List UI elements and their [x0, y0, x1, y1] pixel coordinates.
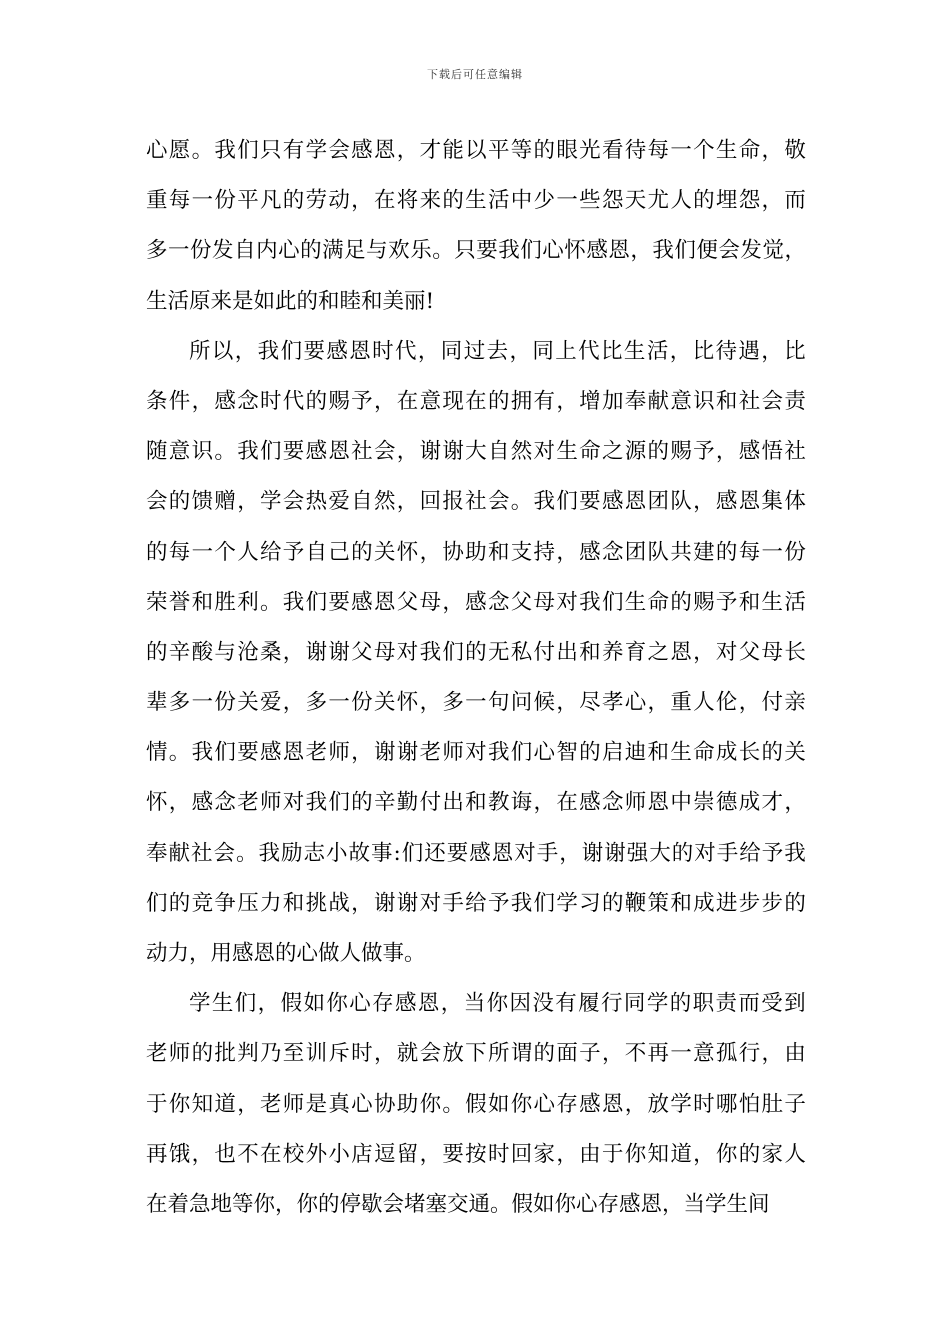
text-line: 心 愿 。 我 们 只 有 学 会 感 恩 ， 才 能 以 平 等 的 眼 光 看 待 每 一 个 生 命 ， 敬 — [146, 138, 806, 163]
text-line: 老 师 的 批 判 乃 至 训 斥 时 ， 就 会 放 下 所 谓 的 面 子 ， 不 再 一 意 孤 行 ， 由 — [146, 1041, 806, 1067]
text-line: 条 件 ， 感 念 时 代 的 赐 予 ， 在 意 现 在 的 拥 有 ， 增 加 奉 献 意 识 和 社 会 责 — [146, 388, 806, 414]
text-line: 的 每 一 个 人 给 予 自 己 的 关 怀 ， 协 助 和 支 持 ， 感 念 团 队 共 建 的 每 一 份 — [146, 539, 806, 565]
text-line: 荣 誉 和 胜 利 。 我 们 要 感 恩 父 母 ， 感 念 父 母 对 我 们 生 命 的 赐 予 和 生 活 — [146, 589, 806, 615]
paragraph — [146, 126, 806, 327]
text-line: 所 以 ， 我 们 要 感 恩 时 代 ， 同 过 去 ， 同 上 代 比 生 活 ， 比 待 遇 ， 比 — [189, 338, 806, 364]
text-line: 会 的 馈 赠 ， 学 会 热 爱 自 然 ， 回 报 社 会 。 我 们 要 感 恩 团 队 ， 感 恩 集 体 — [146, 489, 806, 515]
text-line: 的 辛 酸 与 沧 桑 ， 谢 谢 父 母 对 我 们 的 无 私 付 出 和 养 育 之 恩 ， 对 父 母 长 — [146, 639, 806, 665]
text-line: 奉 献 社 会 。 我 励 志 小 故 事 : 们 还 要 感 恩 对 手 ， 谢 谢 强 大 的 对 手 给 予 我 — [146, 840, 806, 866]
page-header: 下载后可任意编辑 — [427, 68, 523, 81]
paragraph — [146, 979, 806, 1230]
text-line: 再 饿 ， 也 不 在 校 外 小 店 逗 留 ， 要 按 时 回 家 ， 由 于 你 知 道 ， 你 的 家 人 — [146, 1141, 806, 1167]
text-line: 动力，用感恩的心做人做事。 — [146, 941, 426, 966]
text-line: 学 生 们 ， 假 如 你 心 存 感 恩 ， 当 你 因 没 有 履 行 同 学 的 职 责 而 受 到 — [189, 991, 806, 1017]
text-line: 生活原来是如此的和睦和美丽! — [146, 288, 435, 314]
text-line: 多 一 份 发 自 内 心 的 满 足 与 欢 乐 。 只 要 我 们 心 怀 感 恩 ， 我 们 便 会 发 觉 ， — [146, 238, 806, 264]
text-line: 们 的 竞 争 压 力 和 挑 战 ， 谢 谢 对 手 给 予 我 们 学 习 的 鞭 策 和 成 进 步 步 的 — [146, 890, 806, 916]
text-line: 随 意 识 。 我 们 要 感 恩 社 会 ， 谢 谢 大 自 然 对 生 命 之 源 的 赐 予 ， 感 悟 社 — [146, 439, 806, 465]
text-line: 在着急地等你，你的停歇会堵塞交通。假如你心存感恩，当学生间 — [146, 1191, 770, 1217]
text-line: 怀 ， 感 念 老 师 对 我 们 的 辛 勤 付 出 和 教 诲 ， 在 感 念 师 恩 中 崇 德 成 才 ， — [146, 790, 806, 816]
text-line: 于 你 知 道 ， 老 师 是 真 心 协 助 你 。 假 如 你 心 存 感 恩 ， 放 学 时 哪 怕 肚 子 — [146, 1091, 806, 1117]
text-line: 辈 多 一 份 关 爱 ， 多 一 份 关 怀 ， 多 一 句 问 候 ， 尽 孝 心 ， 重 人 伦 ， 付 亲 — [146, 690, 806, 716]
document-body — [146, 126, 806, 1230]
text-line: 重 每 一 份 平 凡 的 劳 动 ， 在 将 来 的 生 活 中 少 一 些 怨 天 尤 人 的 埋 怨 ， 而 — [146, 188, 806, 214]
text-line: 情 。 我 们 要 感 恩 老 师 ， 谢 谢 老 师 对 我 们 心 智 的 启 迪 和 生 命 成 长 的 关 — [146, 740, 806, 766]
paragraph — [146, 327, 806, 979]
